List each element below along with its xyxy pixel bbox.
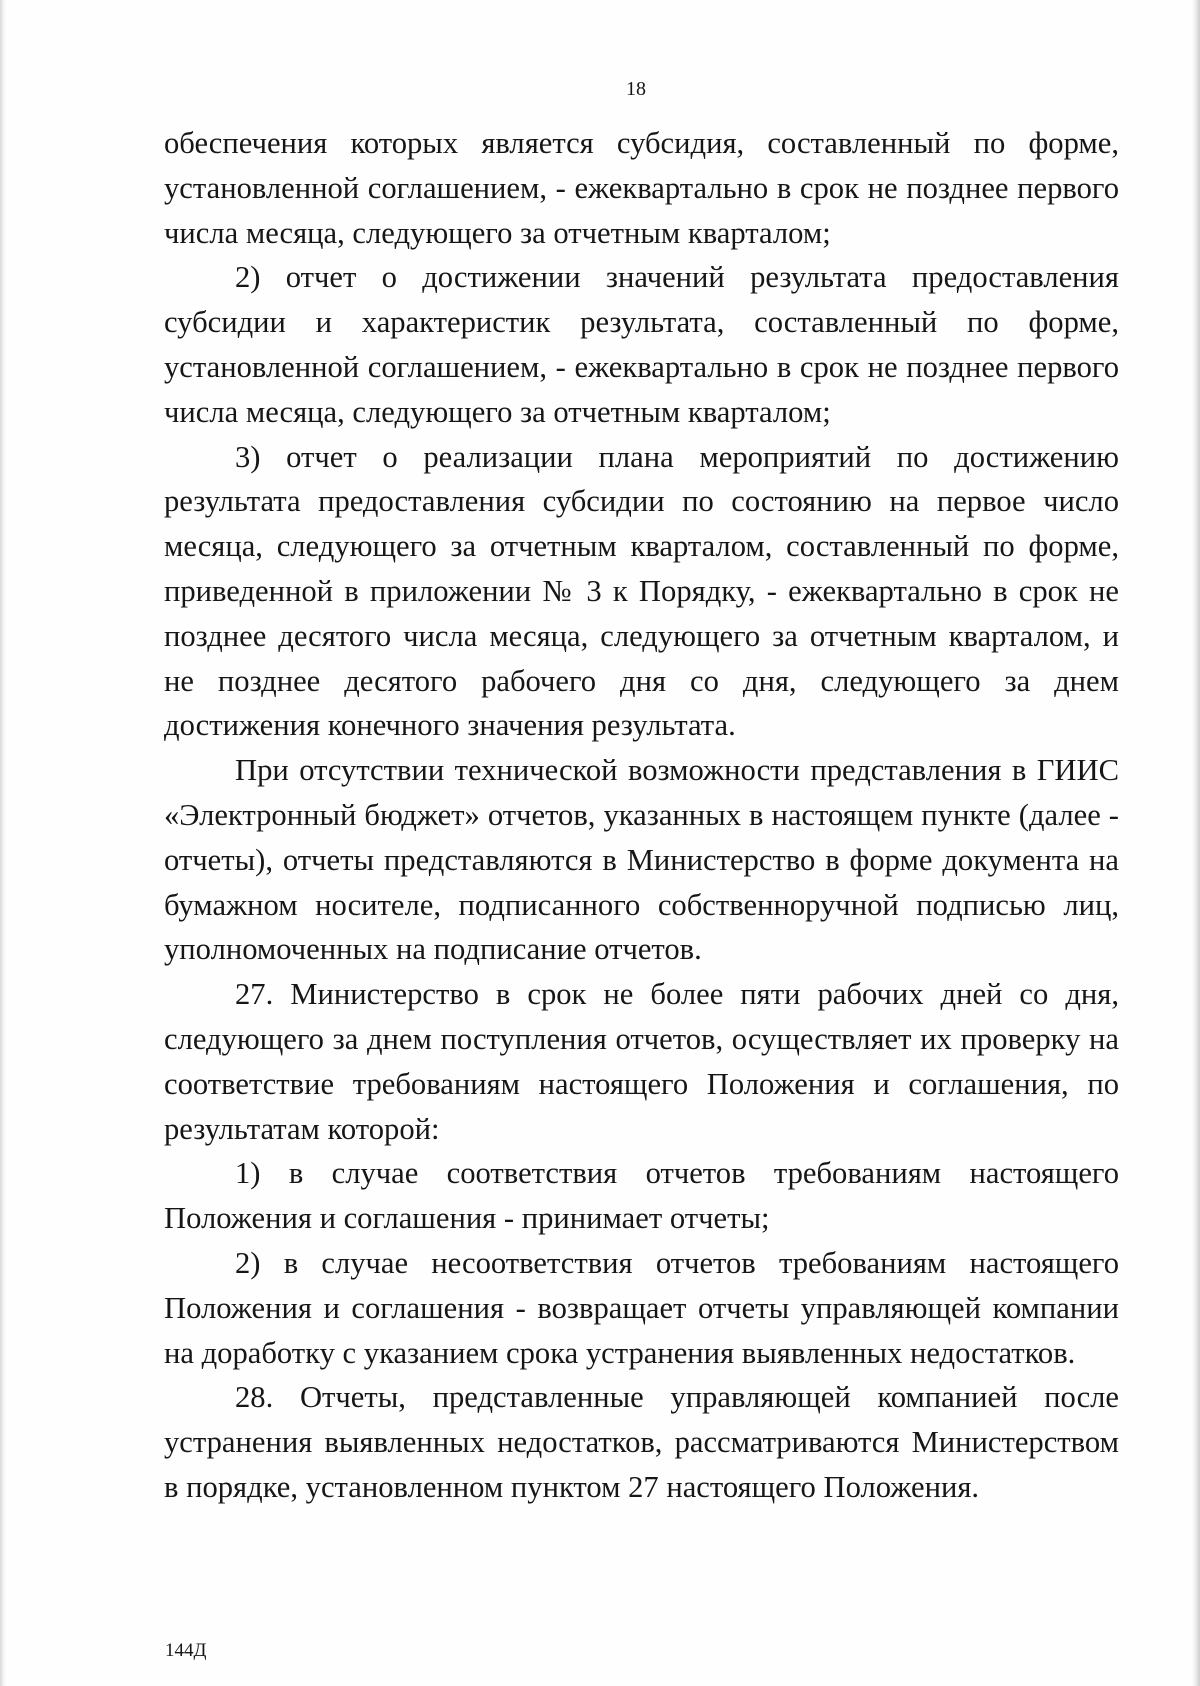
scan-edge-right (1192, 0, 1200, 1686)
paragraph-item-2: 2) отчет о достижении значений результата предоставления субсидии и характеристик результата, составленный по форме, установленной соглашением, - ежеквартально в срок не позднее первого числа месяца, следующего за отчетным кварталом; (164, 260, 1119, 429)
page-number: 18 (626, 78, 646, 100)
paragraph-item-3: 3) отчет о реализации плана мероприятий по достижению результата предоставления субсидии по состоянию на первое число месяца, следующего за отчетным кварталом, составленный по форме, приведенной в приложении № 3 к Порядку, - ежеквартально в срок не позднее десятого числа месяца, следующего за отчетным кварталом, и не позднее десятого рабочего дня со дня, следующего за днем достижения конечного значения результата. (164, 439, 1119, 743)
paragraph-clause-28: 28. Отчеты, представленные управляющей компанией после устранения выявленных недостатков, рассматриваются Министерством в порядке, установленном пунктом 27 настоящего Положения. (164, 1380, 1119, 1504)
document-body (164, 121, 1119, 1510)
paragraph-continuation: обеспечения которых является субсидия, составленный по форме, установленной соглашением, - ежеквартально в срок не позднее первого числа месяца, следующего за отчетным кварталом; (164, 126, 1119, 250)
footer-document-code: 144Д (165, 1640, 207, 1661)
paragraph-clause-27-item-1: 1) в случае соответствия отчетов требованиям настоящего Положения и соглашения - принимает отчеты; (164, 1156, 1119, 1236)
paragraph-clause-27: 27. Министерство в срок не более пяти рабочих дней со дня, следующего за днем поступления отчетов, осуществляет их проверку на соответствие требованиям настоящего Положения и соглашения, по результатам которой: (164, 977, 1119, 1146)
paragraph-clause-27-item-2: 2) в случае несоответствия отчетов требованиям настоящего Положения и соглашения - возвращает отчеты управляющей компании на доработку с указанием срока устранения выявленных недостатков. (164, 1245, 1119, 1370)
paragraph-no-technical-possibility: При отсутствии технической возможности представления в ГИИС «Электронный бюджет» отчетов, указанных в настоящем пункте (далее - отчеты), отчеты представляются в Министерство в форме документа на бумажном носителе, подписанного собственноручной подписью лиц, уполномоченных на подписание отчетов. (164, 753, 1119, 967)
scan-edge-left (0, 0, 6, 1686)
